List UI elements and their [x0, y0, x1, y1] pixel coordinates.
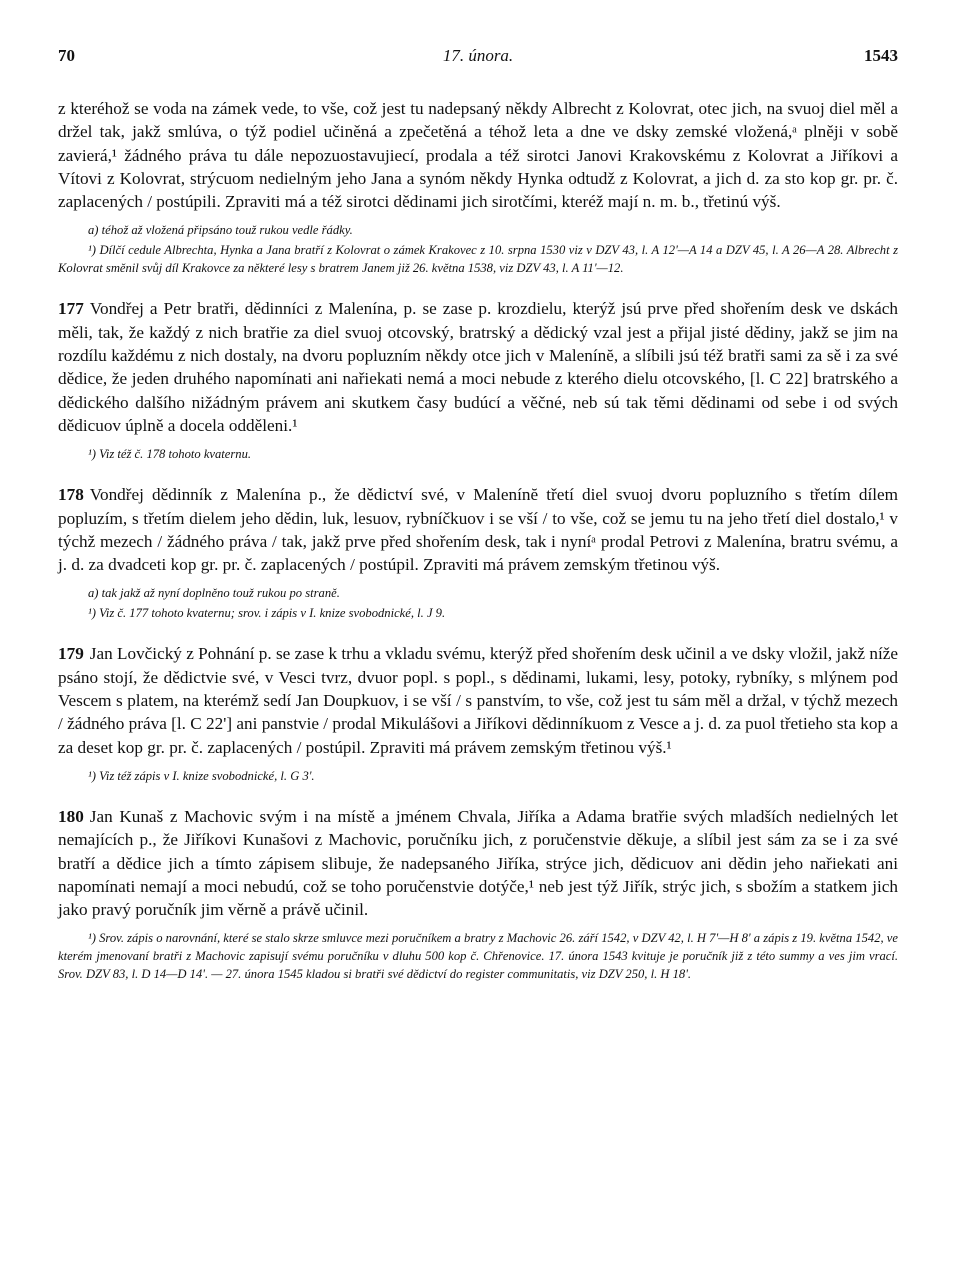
entry-number: 180: [58, 806, 84, 826]
footnotes: [58, 445, 898, 463]
entry-178: [58, 483, 898, 622]
footnotes: [58, 584, 898, 622]
entry-number: 177: [58, 299, 84, 319]
running-head-year: 1543: [864, 46, 898, 65]
entry-text: [58, 483, 898, 576]
footnote: a) tak jakž až nyní doplněno touž rukou po straně.: [88, 586, 340, 601]
entry-body: Jan Lovčický z Pohnání p. se zase k trhu a vkladu svému, kterýž před shořením desk učinil a ve dsky vložil, jakž níže psáno stojí, že dědictvie své, v Vesci tvrz, dvuor popl. s popl., s dědinami, lukami, lesy, potoky, rybníky, s mlýnem pod Vescem s platem, na kterémž sedí Jan Doupkuov, i se vší / s panstvím, to vše, což jest tu sám měl a držal, v týchž mezech / žádného práva [l. C 22'] ani panstvie / prodal Mikulášovi a Jiříkovi dědinníkuom z Vesce a j. d. za puol třetieho sta kop a za deset kop gr. pr. č. zaplacených / postúpil. Zpraviti má právem zemským třetinou výš.¹: [58, 644, 898, 757]
entry-text: [58, 642, 898, 758]
entry-text: [58, 297, 898, 437]
entry-177: [58, 297, 898, 463]
footnotes: [58, 767, 898, 785]
page-header: [58, 46, 898, 70]
footnote: ¹) Dílčí cedule Albrechta, Hynka a Jana bratří z Kolovrat o zámek Krakovec z 10. srpna 1530 viz v DZV 43, l. A 12'—A 14 a DZV 45, l. A 26—A 28. Albrecht z Kolovrat směnil svůj díl Krakovce za některé lesy s bratrem Janem již 26. května 1538, viz DZV 43, l. A 11'—12.: [58, 243, 898, 276]
entry-body: Vondřej dědinník z Malenína p., že dědictví své, v Malenínĕ třetí diel svuoj dvoru popluzního s třetím dílem popluzím, s třetím dielem jeho dědin, luk, lesuov, rybníčkuov i se vší / to vše, což se jemu tu na jeho třetí diel dostalo,¹ v týchž mezech / žádného práva / tak, jakž prve před shořením desk, tak i nyníᵃ prodal Petrovi z Malenína, bratru svému, a j. d. za dvadceti kop gr. pr. č. zaplacených / postúpil. Zpraviti má právem zemským třetinou výš.: [58, 485, 898, 575]
entry-number: 179: [58, 644, 84, 664]
running-head-date: 17. února.: [442, 46, 514, 65]
footnote: ¹) Viz též č. 178 tohoto kvaternu.: [88, 447, 252, 462]
footnote: ¹) Srov. zápis o narovnání, které se stalo skrze smluvce mezi poručníkem a bratry z Machovic 26. září 1542, v DZV 42, l. H 7'—H 8' a zápis z 19. května 1542, ve kterém jmenovaní bratři z Machovic zapisují svému poručníku v dluhu 500 kop č. Chřenovice. 17. února 1543 kvituje je poručník již z této summy a ves jim vrací. Srov. DZV 83, l. D 14—D 14'. — 27. února 1545 kladou si bratři své dědictví do register communitatis, viz DZV 250, l. H 18'.: [58, 931, 898, 982]
page-body: [58, 97, 898, 983]
document-page: [58, 46, 898, 985]
footnotes: [58, 221, 898, 277]
footnote: ¹) Viz též zápis v I. knize svobodnické, l. G 3'.: [88, 768, 315, 783]
footnotes: [58, 929, 898, 983]
entry-text: [58, 97, 898, 213]
entry-text: [58, 805, 898, 921]
page-number: 70: [58, 46, 75, 65]
footnote: ¹) Viz č. 177 tohoto kvaternu; srov. i zápis v I. knize svobodnické, l. J 9.: [88, 606, 446, 621]
entry-number: 178: [58, 485, 84, 505]
entry-body: z kteréhož se voda na zámek vede, to vše, což jest tu nadepsaný někdy Albrecht z Kolovrat, otec jich, na svuoj diel měl a držel tak, jakž smlúva, o týž podiel učiněná a zpečetěná a téhož leta a dne ve dsky zemské vložená,ᵃ plněji v sobě zavierá,¹ žádného práva tu dále nepozuostavujiecí, prodala a též sirotci Janovi Krakovskému z Kolovrat a Jiříkovi a Vítovi z Kolovrat, strýcuom nedielným jeho Jana a synóm někdy Hynka odtudž z Kolovrat, a jich d. za sto kop gr. pr. č. zaplacených / postúpili. Zpraviti má a též sirotci dědinami jich sirotčími, kteréž mají n. m. b., třetinú výš.: [58, 99, 898, 212]
entry-body: Vondřej a Petr bratři, dědinníci z Malenína, p. se zase p. krozdielu, kterýž jsú prve před shořením desk ve dskách měli, tak, že každý z nich bratřie za diel svuoj otcovský, bratrský a dědický vzal jest a přijal jisté dědiny, jakž se jim na rozdílu každému z nich dostaly, na dvoru popluzním někdy otce jich v Malenínĕ, a slíbili jsú též bratři sami za sě i za své dědice, že jeden druhého napomínati ani nařiekati nemá a moci nebude z kterého dielu otcovského, [l. C 22] bratrského a dědického dalšího nižádným právem ani skutkem časy budúcí a věčné, neb sú tak těmi dědinami od sebe i od svých dědicuov úplně a docela odděleni.¹: [58, 299, 898, 435]
entry-180: [58, 805, 898, 983]
footnote: a) téhož až vložená připsáno touž rukou vedle řádky.: [88, 223, 353, 238]
entry-continued: [58, 97, 898, 277]
entry-body: Jan Kunaš z Machovic svým i na místě a jménem Chvala, Jiříka a Adama bratřie svých mladších nedielných let nemajících p., že Jiříkovi Kunašovi z Machovic, poručníku jich, z poručenstvie děkuje, a slíbil jest sám za se i za své bratří a dědice jich a tímto zápisem slibuje, že nadepsaného Jiříka, strýce jich, dědicuov ani dědin jeho nařiekati ani napomínati nemají a moci nebudú, což se toho poručenstvie dotýče,¹ neb jest týž Jiřík, strýc jich, s sbožím a statkem jich jako pravý poručník jim věrně a právě učinil.: [58, 806, 898, 920]
entry-179: [58, 642, 898, 784]
